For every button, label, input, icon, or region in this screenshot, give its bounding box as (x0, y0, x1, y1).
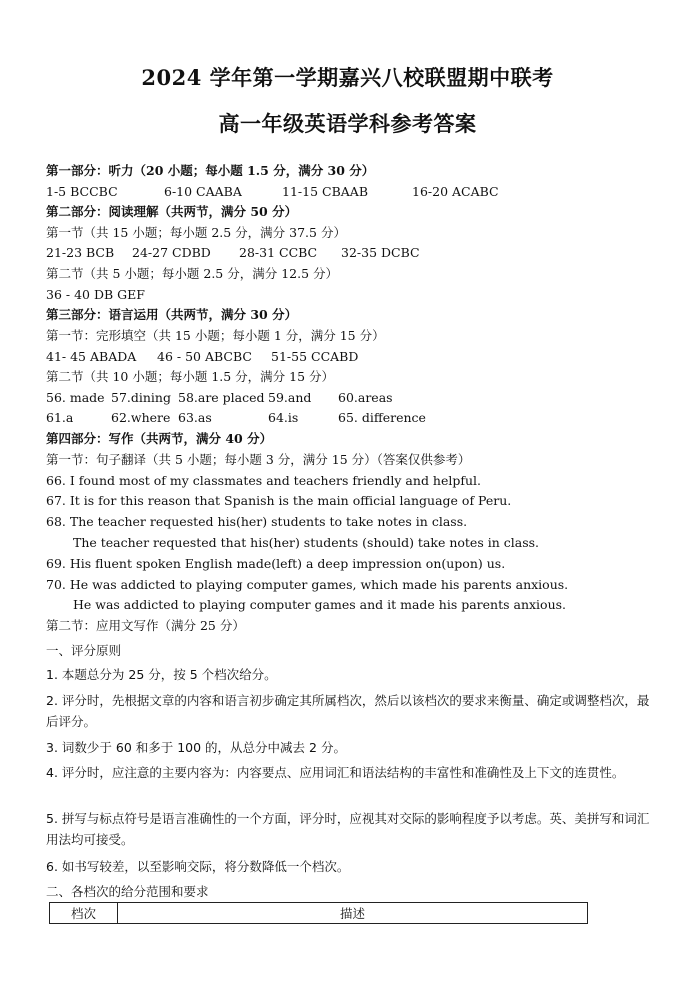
answer-item: 58.are placed (178, 390, 265, 405)
part2-sec1-heading: 第一节（共 15 小题；每小题 2.5 分，满分 37.5 分） (46, 225, 346, 240)
table-header-level: 档次 (50, 903, 118, 924)
part3-sec2-row1 (46, 390, 393, 406)
answer-group: 51-55 CCABD (271, 349, 359, 364)
part4-sec2-heading: 第二节：应用文写作（满分 25 分） (46, 618, 245, 633)
answer-group: 16-20 ACABC (412, 184, 499, 199)
answer-item: 59.and (268, 390, 312, 405)
table-header-description: 描述 (118, 903, 588, 924)
answer-group: 11-15 CBAAB (282, 184, 368, 199)
answer-group: 46 - 50 ABCBC (157, 349, 252, 364)
principle-4: 4. 评分时，应注意的主要内容为：内容要点、应用词汇和语法结构的丰富性和准确性及上下文的连贯性。 (46, 765, 625, 780)
principle-1: 1. 本题总分为 25 分，按 5 个档次给分。 (46, 667, 277, 682)
part3-sec2-row2 (46, 410, 426, 426)
part3-sec1-heading: 第一节：完形填空（共 15 小题；每小题 1 分，满分 15 分） (46, 328, 385, 343)
translation-66: 66. I found most of my classmates and teachers friendly and helpful. (46, 473, 482, 488)
answer-group: 32-35 DCBC (341, 245, 420, 260)
answer-item: 57.dining (111, 390, 171, 405)
translation-70: 70. He was addicted to playing computer games, which made his parents anxious. (46, 577, 569, 592)
document-title: 2024 学年第一学期嘉兴八校联盟期中联考 (141, 65, 554, 90)
document-subtitle: 高一年级英语学科参考答案 (218, 111, 477, 136)
grading-table (49, 902, 588, 924)
part2-sec2-heading: 第二节（共 5 小题；每小题 2.5 分，满分 12.5 分） (46, 266, 339, 281)
answer-group: 28-31 CCBC (239, 245, 318, 260)
part1-heading: 第一部分：听力（20 小题；每小题 1.5 分，满分 30 分） (46, 163, 375, 178)
principle-6: 6. 如书写较差，以至影响交际，将分数降低一个档次。 (46, 859, 350, 874)
part2-sec2-answers: 36 - 40 DB GEF (46, 287, 145, 302)
answer-item: 56. made (46, 390, 105, 405)
part2-sec1-answers (46, 245, 420, 261)
answer-item: 65. difference (338, 410, 426, 425)
part2-heading: 第二部分：阅读理解（共两节，满分 50 分） (46, 204, 298, 219)
principle-5: 5. 拼写与标点符号是语言准确性的一个方面，评分时，应视其对交际的影响程度予以考虑。英、美拼写和词汇用法均可接受。 (46, 811, 650, 847)
answer-group: 21-23 BCB (46, 245, 115, 260)
part3-sec1-answers (46, 349, 358, 365)
translation-67: 67. It is for this reason that Spanish is the main official language of Peru. (46, 493, 512, 508)
principle-3: 3. 词数少于 60 和多于 100 的，从总分中减去 2 分。 (46, 740, 346, 755)
principles-heading: 一、评分原则 (46, 643, 122, 658)
answer-item: 62.where (111, 410, 171, 425)
translation-70-alt: He was addicted to playing computer games and it made his parents anxious. (73, 597, 567, 612)
translation-68: 68. The teacher requested his(her) students to take notes in class. (46, 514, 468, 529)
table-header-row (50, 903, 588, 924)
answer-item: 60.areas (338, 390, 393, 405)
part3-heading: 第三部分：语言运用（共两节，满分 30 分） (46, 307, 298, 322)
part4-heading: 第四部分：写作（共两节，满分 40 分） (46, 431, 273, 446)
answer-item: 63.as (178, 410, 212, 425)
translation-68-alt: The teacher requested that his(her) students (should) take notes in class. (73, 535, 539, 550)
translation-69: 69. His fluent spoken English made(left) a deep impression on(upon) us. (46, 556, 506, 571)
answer-group: 24-27 CDBD (132, 245, 211, 260)
principle-2: 2. 评分时，先根据文章的内容和语言初步确定其所属档次，然后以该档次的要求来衡量、确定或调整档次，最后评分。 (46, 693, 650, 729)
answer-item: 64.is (268, 410, 299, 425)
part3-sec2-heading: 第二节（共 10 小题；每小题 1.5 分，满分 15 分） (46, 369, 335, 384)
part1-answers (46, 184, 499, 200)
answer-group: 6-10 CAABA (164, 184, 242, 199)
answer-group: 41- 45 ABADA (46, 349, 137, 364)
part4-sec1-heading: 第一节：句子翻译（共 5 小题；每小题 3 分，满分 15 分）（答案仅供参考） (46, 452, 471, 467)
ranges-heading: 二、各档次的给分范围和要求 (46, 884, 209, 899)
answer-group: 1-5 BCCBC (46, 184, 118, 199)
answer-item: 61.a (46, 410, 74, 425)
